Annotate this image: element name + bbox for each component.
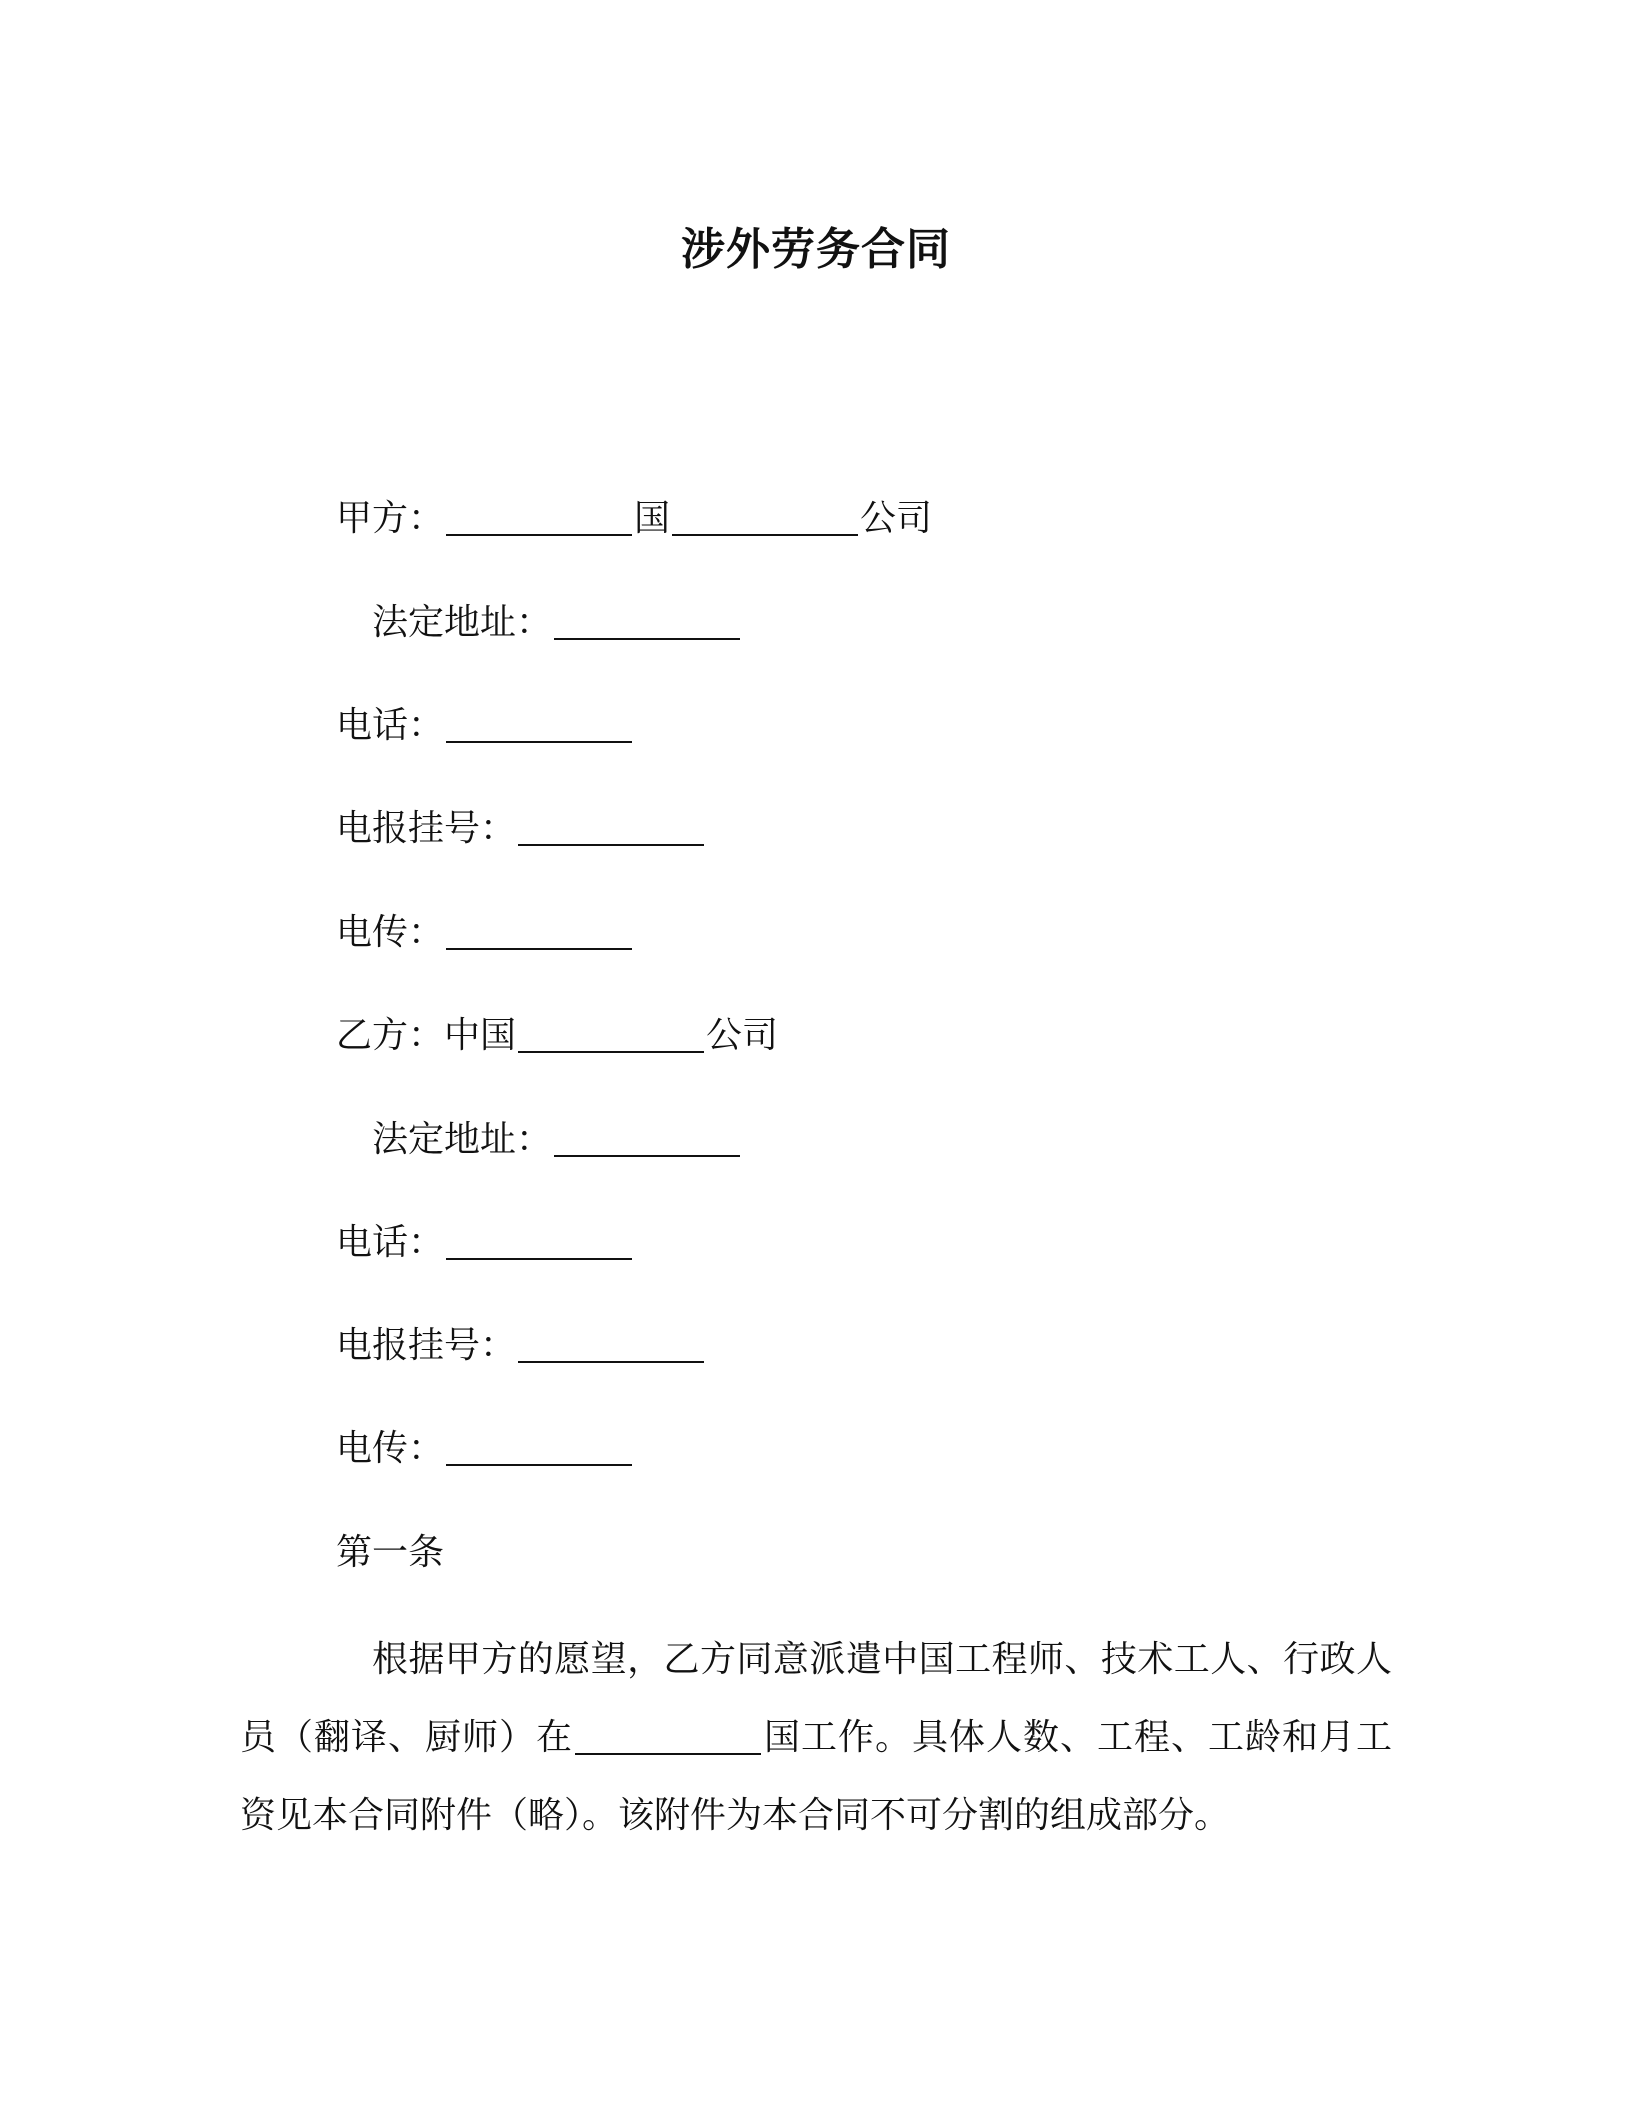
party-a-label: 甲方： [336, 498, 445, 539]
party-b-fax-blank [446, 1464, 632, 1466]
party-a-company-blank [672, 534, 858, 536]
party-a-fax-blank [446, 948, 632, 950]
document-title: 涉外劳务合同 [681, 224, 951, 275]
party-b-telegraph-label: 电报挂号： [336, 1325, 517, 1366]
party-b-fax-label: 电传： [336, 1428, 445, 1469]
party-b-line [336, 1013, 778, 1059]
party-a-company-suffix: 公司 [860, 498, 933, 539]
party-b-country-prefix: 中国 [444, 1015, 517, 1056]
party-b-address-blank [554, 1155, 740, 1157]
article-1-country-blank [575, 1753, 761, 1755]
party-a-address-blank [554, 638, 740, 640]
party-a-telegraph-blank [518, 844, 704, 846]
party-b-address-label: 法定地址： [372, 1119, 553, 1160]
party-b-phone-label: 电话： [336, 1222, 445, 1263]
party-b-company-blank [518, 1051, 704, 1053]
article-1-text-part-1: 根据甲方的愿望，乙方同意派遣中国工程师、技术工人、行政人员（翻译、厨师）在 [240, 1639, 1392, 1758]
party-a-country-suffix: 国 [634, 498, 671, 539]
party-b-telegraph-blank [518, 1361, 704, 1363]
party-b-phone-line [336, 1220, 634, 1266]
article-1-paragraph [240, 1621, 1392, 1855]
party-a-phone-label: 电话： [336, 705, 445, 746]
party-b-telegraph-line [336, 1323, 706, 1369]
party-a-telegraph-line [336, 806, 706, 852]
party-a-fax-line [336, 910, 634, 956]
party-a-phone-line [336, 703, 634, 749]
article-1-text-part-2: 国工作。具体人数、工程、工龄和月工资见本合同附件（略）。该附件为本合同不可分割的组成部分。 [240, 1717, 1392, 1836]
party-b-phone-blank [446, 1258, 632, 1260]
party-a-address-line [372, 600, 742, 646]
party-a-phone-blank [446, 741, 632, 743]
party-b-label: 乙方： [336, 1015, 445, 1056]
party-b-company-suffix: 公司 [706, 1015, 779, 1056]
party-a-telegraph-label: 电报挂号： [336, 808, 517, 849]
party-a-fax-label: 电传： [336, 912, 445, 953]
party-a-country-blank [446, 534, 632, 536]
article-1-heading: 第一条 [336, 1532, 445, 1573]
party-b-fax-line [336, 1426, 634, 1472]
party-a-line [336, 496, 932, 542]
party-b-address-line [372, 1117, 742, 1163]
party-a-address-label: 法定地址： [372, 602, 553, 643]
